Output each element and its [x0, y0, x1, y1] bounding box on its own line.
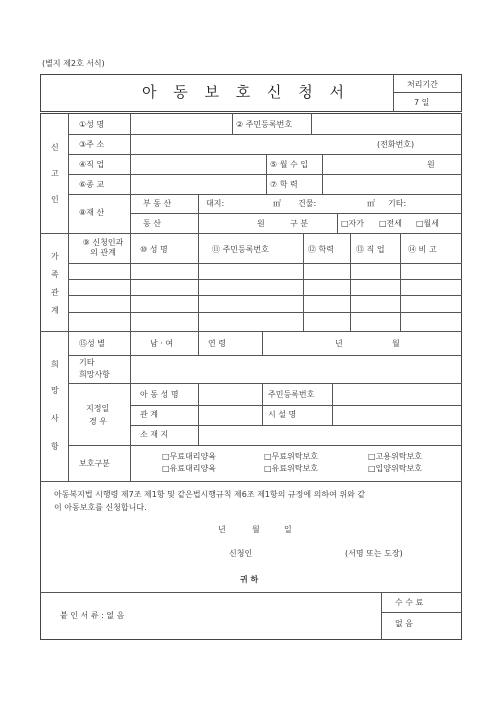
- family-section-char-2: 족: [51, 270, 59, 279]
- religion-field[interactable]: [131, 175, 265, 193]
- child-name-label: 아 동 성 명: [140, 390, 179, 399]
- family-header-resident-no: ⑪ 주민등록번호: [212, 245, 269, 254]
- land-unit: ㎡: [273, 199, 281, 208]
- other-property-label: 기타:: [388, 199, 407, 208]
- job-field[interactable]: [131, 155, 265, 173]
- family-header-relation: ⑨ 신청인과 의 관계: [82, 238, 124, 257]
- form-number: (별지 제2호 서식): [42, 59, 105, 68]
- free-foster-care-checkbox[interactable]: □무료위탁보호: [264, 452, 318, 461]
- relation-label: 관 계: [140, 410, 158, 419]
- other-wish-field[interactable]: [131, 356, 461, 382]
- wish-section-char-4: 항: [51, 442, 59, 451]
- age-year-unit: 년: [335, 339, 343, 348]
- resident-no-field[interactable]: [312, 114, 461, 133]
- facility-label: 시 설 명: [268, 410, 297, 419]
- movable-label: 동 산: [143, 219, 161, 228]
- sign-note: (서명 또는 도장): [345, 549, 403, 558]
- employment-foster-care-checkbox[interactable]: □고용위탁보호: [368, 452, 422, 461]
- gender-label: ⑮성 별: [79, 339, 105, 348]
- designated-label-2: 경 우: [89, 417, 107, 426]
- paid-foster-care-checkbox[interactable]: □유료위탁보호: [264, 464, 318, 473]
- applicant-section-char-1: 신: [51, 143, 59, 152]
- building-unit: ㎡: [367, 199, 375, 208]
- form-title: 아 동 보 호 신 청 서: [142, 83, 351, 101]
- statement-line-1: 아동복지법 시행령 제7조 제1항 및 같은법시행규칙 제6조 제1항의 규정에 의하여 위와 같: [54, 490, 366, 499]
- income-field[interactable]: [323, 155, 461, 173]
- age-label: 연 령: [208, 339, 226, 348]
- statement-line-2: 이 아동보호를 신청합니다.: [54, 503, 147, 512]
- name-field[interactable]: [131, 114, 231, 133]
- family-section-char-4: 계: [51, 306, 59, 315]
- own-house-checkbox[interactable]: □자가: [341, 219, 365, 228]
- education-field[interactable]: [323, 175, 461, 193]
- real-estate-label: 부 동 산: [143, 199, 172, 208]
- family-section-char-1: 가: [51, 252, 59, 261]
- address-label: ③주 소: [79, 140, 105, 149]
- applicant-section-char-3: 인: [51, 195, 59, 204]
- location-label: 소 재 지: [140, 430, 169, 439]
- income-label: ⑤ 월 수 입: [270, 160, 308, 169]
- building-label: 건물:: [298, 199, 317, 208]
- date-year: 년: [218, 525, 226, 534]
- phone-label: (전화번호): [377, 140, 415, 149]
- family-header-education: ⑫ 학력: [308, 245, 334, 254]
- free-proxy-care-checkbox[interactable]: □무료대리양육: [162, 452, 216, 461]
- protection-type-label: 보호구분: [79, 459, 110, 468]
- wish-section-char-2: 망: [51, 386, 59, 395]
- property-label: ⑧재 산: [79, 208, 105, 217]
- name-label: ①성 명: [79, 120, 105, 129]
- adoption-foster-care-checkbox[interactable]: □입양위탁보호: [368, 464, 422, 473]
- income-won: 원: [427, 160, 435, 169]
- applicant-section-char-2: 고: [51, 169, 59, 178]
- applicant-sign-label: 신청인: [229, 549, 253, 558]
- family-header-job: ⑬ 직 업: [356, 245, 385, 254]
- jeonse-checkbox[interactable]: □전세: [379, 219, 403, 228]
- category-label: 구 분: [290, 219, 308, 228]
- religion-label: ⑥종 교: [79, 180, 105, 189]
- resident-no-label: ② 주민등록번호: [236, 120, 293, 129]
- fee-value: 없 음: [395, 619, 413, 628]
- gender-value[interactable]: 남 · 여: [150, 339, 174, 348]
- paid-proxy-care-checkbox[interactable]: □유료대리양육: [162, 464, 216, 473]
- education-label: ⑦ 학 력: [270, 180, 298, 189]
- monthly-rent-checkbox[interactable]: □월세: [416, 219, 440, 228]
- processing-period-label: 처리기간: [407, 80, 438, 89]
- addressee: 귀 하: [240, 575, 259, 584]
- other-wish-label-1: 기타: [79, 358, 95, 367]
- fee-label: 수 수 료: [395, 598, 424, 607]
- land-label: 대지:: [206, 199, 225, 208]
- wish-section-char-1: 희: [51, 360, 59, 369]
- family-section-char-3: 관: [51, 288, 59, 297]
- child-resident-no-label: 주민등록번호: [268, 390, 315, 399]
- job-label: ④직 업: [79, 160, 105, 169]
- designated-label-1: 지정일: [86, 404, 110, 413]
- processing-period-value: 7 일: [414, 98, 430, 107]
- attachments: 붙 인 서 류 : 없 음: [60, 611, 125, 620]
- other-wish-label-2: 희망사항: [79, 370, 110, 379]
- wish-section-char-3: 사: [51, 414, 59, 423]
- date-month: 월: [252, 525, 260, 534]
- date-day: 일: [284, 525, 292, 534]
- age-month-unit: 월: [392, 339, 400, 348]
- family-header-note: ⑭ 비 고: [408, 245, 437, 254]
- movable-won: 원: [257, 219, 265, 228]
- family-header-name: ⑩ 성 명: [140, 245, 168, 254]
